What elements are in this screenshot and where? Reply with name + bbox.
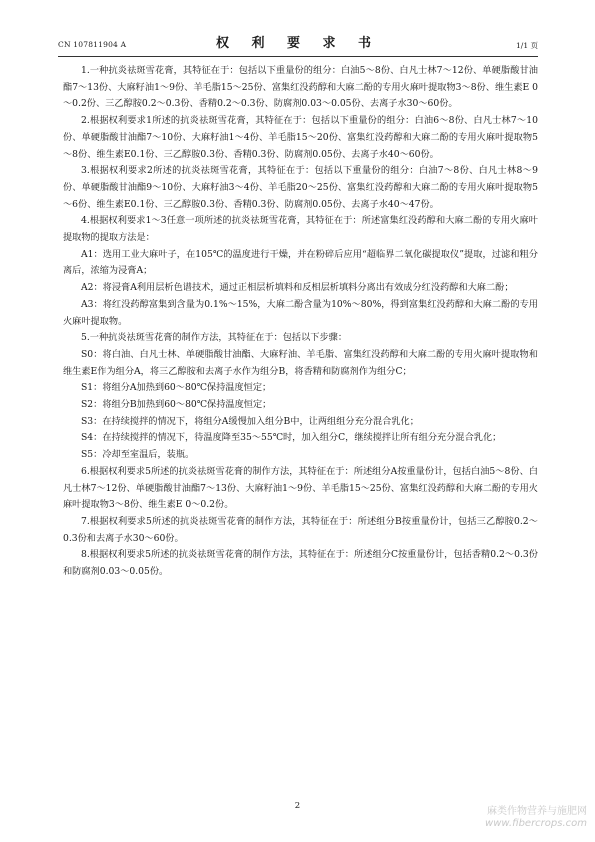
claim-1: 1.一种抗炎祛斑雪花膏，其特征在于：包括以下重量份的组分：白油5～8份、白凡士林7～12份、单硬脂酸甘油酯7～13份、大麻籽油1～9份、羊毛脂15～25份、富集红没药醇和大麻二酚的专用火麻叶提取物3～8份、维生素E 0～0.2份、三乙醇胺0.2～0.3份、香精0.2～0.3份、防腐剂0.03～0.05份、去离子水30～60份。 (63, 65, 538, 110)
claim-5: 5.一种抗炎祛斑雪花膏的制作方法，其特征在于：包括以下步骤： (81, 332, 348, 344)
step-s0: S0：将白油、白凡士林、单硬脂酸甘油酯、大麻籽油、羊毛脂、富集红没药醇和大麻二酚的专用火麻叶提取物和维生素E作为组分A，将三乙醇胺和去离子水作为组分B，将香精和防腐剂作为组分C； (63, 348, 538, 377)
page-header (58, 32, 538, 54)
watermark-site-name: 麻类作物营养与施肥网 (487, 806, 587, 817)
page-count: 1/1 页 (516, 41, 538, 50)
publication-number: CN 107811904 A (58, 40, 127, 49)
step-a3: A3：将红没药醇富集到含量为0.1%～15%，大麻二酚含量为10%～80%，得到富集红没药醇和大麻二酚的专用火麻叶提取物。 (63, 298, 538, 327)
claims-body (63, 63, 538, 581)
claim-3: 3.根据权利要求2所述的抗炎祛斑雪花膏，其特征在于：包括以下重量份的组分：白油7～8份、白凡士林8～9份、单硬脂酸甘油酯9～10份、大麻籽油3～4份、羊毛脂20～25份、富集红没药醇和大麻二酚的专用火麻叶提取物5～6份、维生素E0.1份、三乙醇胺0.3份、香精0.3份、防腐剂0.05份、去离子水40～47份。 (63, 165, 538, 210)
document-title: 权 利 要 求 书 (215, 36, 381, 51)
step-s5: S5：冷却至室温后，装瓶。 (81, 449, 195, 461)
step-s3: S3：在持续搅拌的情况下，将组分A缓慢加入组分B中，让两组组分充分混合乳化； (81, 415, 419, 427)
watermark (485, 806, 587, 830)
claim-8: 8.根据权利要求5所述的抗炎祛斑雪花膏的制作方法，其特征在于：所述组分C按重量份计，包括香精0.2～0.3份和防腐剂0.03～0.05份。 (63, 549, 538, 578)
step-s1: S1：将组分A加热到60～80℃保持温度恒定； (81, 382, 272, 394)
claim-6: 6.根据权利要求5所述的抗炎祛斑雪花膏的制作方法，其特征在于：所述组分A按重量份计，包括白油5～8份、白凡士林7～12份、单硬脂酸甘油酯7～13份、大麻籽油1～9份、羊毛脂15～25份、富集红没药醇和大麻二酚的专用火麻叶提取物3～8份、维生素E 0～0.2份。 (63, 465, 538, 511)
step-s2: S2：将组分B加热到60～80℃保持温度恒定； (81, 399, 272, 411)
page-number: 2 (294, 801, 301, 811)
claim-4: 4.根据权利要求1～3任意一项所述的抗炎祛斑雪花膏，其特征在于：所述富集红没药醇和大麻二酚的专用火麻叶提取物的提取方法是： (63, 215, 538, 244)
header-divider (58, 56, 538, 57)
claim-7: 7.根据权利要求5所述的抗炎祛斑雪花膏的制作方法，其特征在于：所述组分B按重量份计，包括三乙醇胺0.2～0.3份和去离子水30～60份。 (63, 515, 538, 544)
step-s4: S4：在持续搅拌的情况下，待温度降至35～55℃时，加入组分C，继续搅拌让所有组分充分混合乳化； (81, 432, 502, 444)
watermark-url: www.fibercrops.com (485, 818, 587, 829)
claim-2: 2.根据权利要求1所述的抗炎祛斑雪花膏，其特征在于：包括以下重量份的组分：白油6～8份、白凡士林7～10份、单硬脂酸甘油酯7～10份、大麻籽油1～4份、羊毛脂15～20份、富集红没药醇和大麻二酚的专用火麻叶提取物5～8份、维生素E0.1份、三乙醇胺0.3份、香精0.3份、防腐剂0.05份、去离子水40～60份。 (63, 115, 538, 160)
step-a2: A2：将浸膏A利用层析色谱技术，通过正相层析填料和反相层析填料分离出有效成分红没药醇和大麻二酚； (81, 282, 514, 294)
step-a1: A1：选用工业大麻叶子，在105℃的温度进行干燥，并在粉碎后应用“超临界二氧化碳提取仪”提取，过滤和粗分离后，浓缩为浸膏A； (63, 248, 538, 277)
